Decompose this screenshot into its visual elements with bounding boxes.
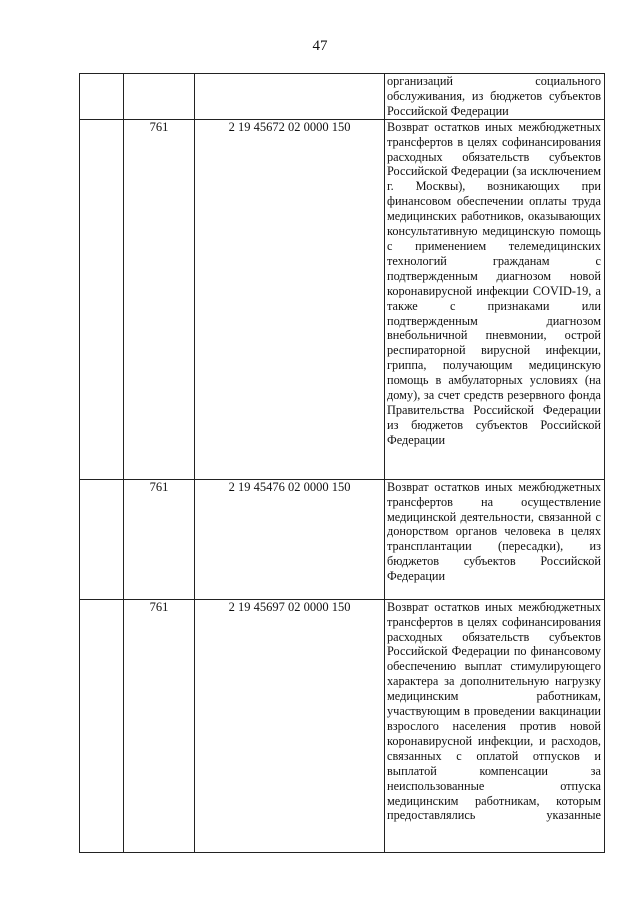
budget-code-cell bbox=[195, 74, 385, 120]
description-cell bbox=[385, 479, 605, 599]
admin-code-cell bbox=[124, 74, 195, 120]
description-text: Возврат остатков иных межбюджетных трансфертов в целях софинансирования расходных обязательств субъектов Российской Федерации по финансовому обеспечению выплат стимулирующего характера за дополнительную нагрузку медицинским работникам, участвующим в проведении вакцинации взрослого населения против новой коронавирусной инфекции, и расходов, связанных с оплатой отпусков и выплатой компенсации за неиспользованные отпуска медицинским работникам, которым предоставлялись указанные bbox=[387, 599, 601, 823]
table-row bbox=[80, 479, 605, 599]
description-cell bbox=[385, 119, 605, 479]
page-number: 47 bbox=[312, 38, 328, 54]
row-blank-cell bbox=[80, 119, 124, 479]
description-text: Возврат остатков иных межбюджетных трансфертов в целях софинансирования расходных обязательств субъектов Российской Федерации (за исключением г. Москвы), возникающих при финансовом обеспечении оплаты труда медицинских работников, оказывающих консультативную медицинскую помощь с применением телемедицинских технологий гражданам с подтвержденным диагнозом новой коронавирусной инфекции COVID-19, а также с признаками или подтвержденным диагнозом внебольничной пневмонии, острой респираторной вирусной инфекции, гриппа, получающим медицинскую помощь в амбулаторных условиях (на дому), за счет средств резервного фонда Правительства Российской Федерации из бюджетов субъектов Российской Федерации bbox=[387, 119, 601, 447]
row-blank-cell bbox=[80, 479, 124, 599]
row-blank-cell bbox=[80, 599, 124, 852]
budget-code-cell: 2 19 45476 02 0000 150 bbox=[195, 479, 385, 599]
description-cell bbox=[385, 599, 605, 852]
admin-code-cell: 761 bbox=[124, 479, 195, 599]
budget-code-cell: 2 19 45672 02 0000 150 bbox=[195, 119, 385, 479]
budget-code-cell: 2 19 45697 02 0000 150 bbox=[195, 599, 385, 852]
table-row bbox=[80, 74, 605, 120]
admin-code-cell: 761 bbox=[124, 599, 195, 852]
table-row bbox=[80, 119, 605, 479]
description-text: организаций социального обслуживания, из бюджетов субъектов Российской Федерации bbox=[387, 74, 601, 118]
description-cell bbox=[385, 74, 605, 120]
row-blank-cell bbox=[80, 74, 124, 120]
budget-codes-table bbox=[79, 73, 605, 853]
description-text: Возврат остатков иных межбюджетных трансфертов на осуществление медицинской деятельности, связанной с донорством органов человека в целях трансплантации (пересадки), из бюджетов субъектов Российской Федерации bbox=[387, 479, 601, 584]
table-row bbox=[80, 599, 605, 852]
admin-code-cell: 761 bbox=[124, 119, 195, 479]
